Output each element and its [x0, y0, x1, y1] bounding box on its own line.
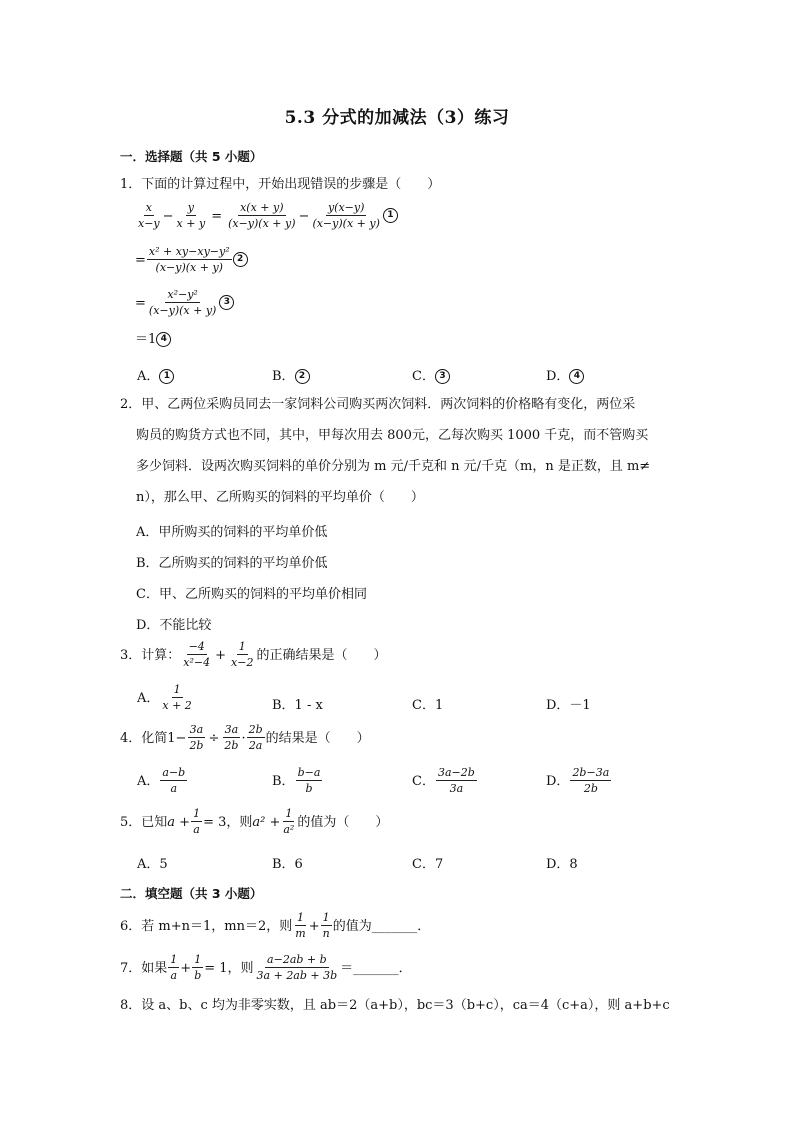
- q1-step4: ＝1 4: [135, 332, 171, 348]
- circled-4-icon: 4: [156, 332, 171, 347]
- q2-stem-line3: 多少饲料．设两次购买饲料的单价分别为 m 元/千克和 n 元/千克（m，n 是正数，且 m≠: [136, 459, 651, 474]
- q3-frac-2: $\frac{1}{x-2}$: [231, 640, 254, 669]
- q3-stem: 3．计算： $\frac{-4}{\text{x²−4}}$ + $\frac{1}{x-2}$ 的正确结果是（ ）: [120, 640, 387, 669]
- q7-answer-blank: ＝_______．: [340, 961, 412, 976]
- q6-frac-1: $\frac{1}{m}$: [295, 911, 306, 940]
- q4-option-b[interactable]: B． $\frac{b-a}{b}$: [272, 766, 321, 795]
- q7-frac-2: $\frac{1}{b}$: [194, 953, 202, 982]
- q1-frac-3: $\frac{x(x + y)}{(x-y)(x + y)}$: [228, 201, 296, 230]
- q1-frac-x: $\frac{x}{x-y}$: [138, 201, 160, 230]
- q4-frac-2: $\frac{3a}{2b}$: [224, 723, 239, 752]
- q2-stem-line1: 2．甲、乙两位采购员同去一家饲料公司购买两次饲料．两次饲料的价格略有变化，两位采: [120, 397, 636, 412]
- q5-option-d[interactable]: D．8: [546, 857, 578, 872]
- q4-frac-1: $\frac{3a}{2b}$: [189, 723, 204, 752]
- q1-step2: = $\frac{\text{x² + xy−xy−y²}}{(x-y)(x + y)}$ 2: [135, 245, 248, 274]
- circled-1-icon: 1: [383, 208, 398, 223]
- q3-option-c[interactable]: C．1: [412, 698, 444, 713]
- circled-2-icon: 2: [233, 252, 248, 267]
- q5-option-c[interactable]: C．7: [412, 857, 444, 872]
- q8-stem: 8．设 a、b、c 均为非零实数，且 ab＝2（a+b），bc＝3（b+c），ca＝4（c+a），则 a+b+c: [120, 998, 670, 1013]
- q4-option-a[interactable]: A． $\frac{a-b}{a}$: [137, 766, 186, 795]
- q1-option-b[interactable]: B． 2: [272, 365, 310, 384]
- section-fill-heading: 二．填空题（共 3 小题）: [120, 886, 263, 901]
- q1-stem: 1．下面的计算过程中，开始出现错误的步骤是（ ）: [120, 177, 441, 192]
- q7-frac-1: $\frac{1}{a}$: [170, 953, 178, 982]
- q2-stem-line2: 购员的购货方式也不同，其中，甲每次用去 800元，乙每次购买 1000 千克，而不管购买: [136, 428, 649, 443]
- q3-option-d[interactable]: D．－1: [546, 698, 591, 713]
- q6-answer-blank: 的值为_______．: [332, 919, 431, 934]
- q1-step2-frac: $\frac{\text{x² + xy−xy−y²}}{(x-y)(x + y)}$: [148, 245, 230, 274]
- q1-frac-y: $\frac{y}{x + y}$: [176, 201, 206, 230]
- q7-stem: 7．如果 $\frac{1}{a}$ + $\frac{1}{b}$ = 1，则 $\frac{a-2ab + b}{3a + 2ab + 3b}$ ＝_______．: [120, 953, 412, 982]
- q6-frac-2: $\frac{1}{n}$: [322, 911, 330, 940]
- q1-option-c[interactable]: C． 3: [412, 365, 450, 384]
- q2-option-b[interactable]: B．乙所购买的饲料的平均单价低: [136, 556, 328, 571]
- q2-option-a[interactable]: A．甲所购买的饲料的平均单价低: [136, 525, 328, 540]
- q1-frac-4: $\frac{y(x-y)}{(x-y)(x + y)}$: [312, 201, 380, 230]
- q1-option-d[interactable]: D． 4: [546, 365, 584, 384]
- page-title: 5.3 分式的加减法（3）练习: [284, 108, 510, 128]
- q4-stem: 4．化简1− $\frac{3a}{2b}$ ÷ $\frac{3a}{2b}$ · $\frac{2b}{2a}$ 的结果是（ ）: [120, 723, 370, 752]
- q5-option-a[interactable]: A．5: [137, 857, 168, 872]
- q4-option-c[interactable]: C． $\frac{3a-2b}{3a}$: [412, 766, 475, 795]
- q4-option-d[interactable]: D． $\frac{2b-3a}{2b}$: [546, 766, 610, 795]
- q5-stem: 5．已知a + $\frac{1}{a}$ = 3，则a² + $\frac{1}{\text{a²}}$ 的值为（ ）: [120, 807, 389, 836]
- circled-3-icon: 3: [219, 295, 234, 310]
- q2-stem-line4: n），那么甲、乙所购买的饲料的平均单价（ ）: [136, 490, 424, 505]
- section-choice-heading: 一．选择题（共 5 小题）: [120, 149, 263, 164]
- q5-option-b[interactable]: B．6: [272, 857, 303, 872]
- q2-option-c[interactable]: C．甲、乙所购买的饲料的平均单价相同: [136, 587, 367, 602]
- q3-option-a[interactable]: A． $\frac{1}{x + 2}$: [137, 683, 192, 712]
- q6-stem: 6．若 m+n＝1，mn＝2，则 $\frac{1}{m}$ + $\frac{1}{n}$ 的值为_______．: [120, 911, 431, 940]
- q4-frac-3: $\frac{2b}{2a}$: [248, 723, 263, 752]
- q1-step1: $\frac{x}{x-y}$ − $\frac{y}{x + y}$ = $\frac{x(x + y)}{(x-y)(x + y)}$ − $\frac{y(x-y)}{(x-y)(x + y)}$ 1: [135, 201, 398, 230]
- q7-frac-3: $\frac{a-2ab + b}{3a + 2ab + 3b}$: [256, 953, 338, 982]
- q5-frac-2: $\frac{1}{\text{a²}}$: [283, 807, 295, 836]
- q1-step3-frac: $\frac{\text{x²−y²}}{(x-y)(x + y)}$: [148, 288, 217, 317]
- q3-frac-1: $\frac{-4}{\text{x²−4}}$: [183, 640, 211, 669]
- q3-option-b[interactable]: B．1 - x: [272, 698, 323, 713]
- q1-step3: = $\frac{\text{x²−y²}}{(x-y)(x + y)}$ 3: [135, 288, 234, 317]
- q2-option-d[interactable]: D．不能比较: [136, 618, 212, 633]
- q5-frac-1: $\frac{1}{a}$: [193, 807, 201, 836]
- q1-option-a[interactable]: A． 1: [137, 365, 174, 384]
